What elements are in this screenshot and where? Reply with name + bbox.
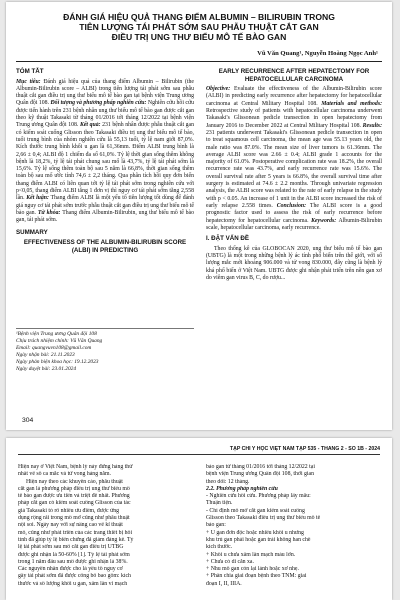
conclusion-text-en: The ALBI score is a good prognostic factor used to assess the risk of early recurrence before hepatectomy for hepatocellular carcinoma. xyxy=(206,202,382,224)
objective-label-en: Objective: xyxy=(206,86,231,93)
text-line: + Phân chia giai đoạn bệnh theo TNM: giai xyxy=(206,573,307,580)
conclusion-text-vi: Thang điểm ALBI là một yếu tố tiên lượng tốt dùng để đánh giá nguy cơ tái phát sớm trước phẫu thuật cắt gan điều trị ung thư biểu mô tế bào gan. xyxy=(16,195,194,216)
text-line: bào gan từ tháng 01/2016 tới tháng 12/2022 tại xyxy=(206,464,315,470)
text-line: khu trú gan phải hoặc gan trái không han chế xyxy=(206,536,311,543)
text-line: nội soi. Ngày nay với sự nâng cao về kĩ thuật xyxy=(18,522,123,529)
text-line: Glisson theo Takasaki điều trị ung thư biểu mô tế xyxy=(206,515,321,522)
keywords-label-en: Keywords: xyxy=(311,217,337,224)
text-line: + Chưa có di căn xa. xyxy=(206,558,254,565)
text-line: nhất về số ca mắc và tử vong hàng năm. xyxy=(18,471,111,478)
keywords-text-vi: Thang điểm Albumin-Bilirubin, ung thư biểu mô tế bào gan, tái phát sớm. xyxy=(16,209,194,224)
conclusion-label-vi: Kết luận: xyxy=(26,195,49,202)
text-line: + Nhu mô gan còn lại lành hoặc xơ nhẹ. xyxy=(206,566,299,573)
keywords-text-en: Albumin-Bilirubin scale, hepatocellular carcinoma, early recurrence. xyxy=(206,217,382,231)
objective-text-en: Evaluate the effectiveness of the Albumin-Bilirubin score (ALBI) in predicting early recurrence after hepatectomy for hepatocellular carcinoma at Central Military Hospital 108. xyxy=(206,86,382,107)
page2-left-column xyxy=(18,464,194,588)
text-line: + U gan đơn độc hoặc nhiều khối u nhưng xyxy=(206,529,304,536)
page-2 xyxy=(6,438,392,600)
footnote-affiliation: ¹Bệnh viện Trung ương Quân đội 108 xyxy=(16,331,97,337)
text-line: lệ tái phát sớm sau mổ cắt gan điều trị UTBG xyxy=(18,544,124,551)
title-line-3: ĐIỀU TRỊ UNG THƯ BIỂU MÔ TẾ BÀO GAN xyxy=(111,32,287,42)
text-line: Hiện nay theo các khuyến cáo, phẫu thuật xyxy=(26,478,123,485)
article-title xyxy=(14,12,384,42)
page-1 xyxy=(6,2,392,430)
text-line: cắt gan là phương pháp điều trị ung thư biểu mô xyxy=(18,485,130,492)
results-text-en: 231 patients underwent Takasaki's Glissonean pedicle transection in open to treat squamous cell carcinoma, the mean age was 55.13 years old, the male ratio was 87.0%. The mean size of liver tumors is 61.36mm. The average ALBI score was 2.66 ± 0.4; ALBI grade 1 accounts for the majority of 61.0%. Postoperative complication rate was 18.2%, the overall recurrence rate was 43.7%, and early recurrence rate was 15.6%. The overall survival rate after 5 years is 66.8%, the overall survival time after surgery is estimated at 74.6 ± 2.2 months. Through univariate regression analysis, the ALBI score was related to the rate of early relapse in the study with p < 0.05. An increase of 1 unit in the ALBI score increased the risk of early relapse 2.558 times. xyxy=(206,129,382,209)
abstract-vi-body xyxy=(16,79,194,225)
abstract-vi-heading: TÓM TẮT xyxy=(16,68,44,75)
keywords-label-vi: Từ khóa: xyxy=(37,209,61,216)
author-list: Vũ Văn Quang¹, Nguyễn Hoàng Ngọc Anh¹ xyxy=(257,50,378,57)
title-line-1: ĐÁNH GIÁ HIỆU QUẢ THANG ĐIỂM ALBUMIN – BILIRUBIN TRONG xyxy=(63,12,335,22)
introduction-text: Theo thống kê của GLOBOCAN 2020, ung thư biểu mô tế bào gan (UBTG) là một trong những bệnh lý ác tính phổ biến trên thế giới, với số lượng mắc mới khoảng 906.000 và tử vong 830.000, đây cũng là bệnh lý khá phổ biến ở Việt Nam. UBTG được ghi nhận phát triển trên nền gan xơ do viêm gan virus B, C, do rượu... xyxy=(206,245,382,281)
text-line: - Nghiên cứu hồi cứu. Phương pháp lấy mẫu: xyxy=(206,493,311,500)
text-line: pháp cắt gan có kiểm soát cuống Glisson của tác xyxy=(18,500,131,507)
text-line: Các nguyên nhân được cho là yếu tố nguy cơ xyxy=(18,566,123,573)
abstract-en-body xyxy=(206,86,382,232)
methods-subheading: 2.2. Phương pháp nghiên cứu xyxy=(206,485,278,492)
summary-heading: SUMMARY xyxy=(16,228,48,236)
footnote-accepted: Ngày duyệt bài: 23.01.2024 xyxy=(16,366,77,372)
footnote-reviewed: Ngày phản biện khoa học: 19.12.2023 xyxy=(16,359,99,365)
text-line: bệnh viện Trung ương Quân đội 108, thời gian xyxy=(206,471,314,478)
text-line: Thuận tiện. xyxy=(206,500,233,507)
introduction-heading: I. ĐẶT VẤN ĐỀ xyxy=(206,235,249,243)
text-line: tế bào gan được ưu tiên và triệt để nhất. Phương xyxy=(18,493,130,500)
text-line: + Khối u chưa xâm lấn mạch máu lớn. xyxy=(206,551,296,558)
results-text-vi: 231 bệnh nhân được phẫu thuật cắt gan có kiểm soát cuống Glisson theo Takasaki điều trị ung thư biểu mô tế bào, tuổi trung bình của nhóm nghiên cứu là 55,13 tuổi, tỷ lệ nam giới 87,0%. Kích thước trung bình khối u gan là 61,36mm. Điểm ALBI trung bình là 2,66 ± 0,4; ALBI độ 1 chiếm đa số 61,0%. Tỷ lệ thời gian sống thêm không bệnh là 18,2%, tỷ lệ tái phát chung sau mổ là 43,7%, tỷ lệ tái phát sớm là 15,6%. Tỷ lệ sống thêm toàn bộ sau 5 năm là 66,8%, thời gian sống thêm toàn bộ sau mổ ước tính 74,6 ± 2,2 tháng. Qua phân tích hồi quy đơn biến thang điểm ALBI có liên quan tới tỷ lệ tái phát sớm trong nghiên cứu với p<0,05, thang điểm ALBI tăng 1 đơn vị thì nguy cơ tái phát sớm tăng 2,558 lần. xyxy=(16,122,195,202)
summary-title: EFFECTIVENESS OF THE ALBUMIN-BILIRUBIN SCORE (ALBI) IN PREDICTING xyxy=(23,239,187,254)
page-number: 304 xyxy=(22,417,34,424)
results-label-en: Results: xyxy=(362,122,382,129)
results-label-vi: Kết quả: xyxy=(79,122,101,129)
text-line: dụng rộng rãi trong mổ mở cũng như phẫu thuật xyxy=(18,515,130,522)
objective-label-vi: Mục tiêu: xyxy=(16,78,41,85)
objective-text-vi: Đánh giá hiệu quả của thang điểm Albumin – Bilirubin (the Albumin-Bilirubin score – ALBI) trong tiên lượng tái phát sớm sau phẫu thuật cắt gan điều trị ung thư biểu mô tế bào gan tại bệnh viện Trung ương Quân đội 108. xyxy=(16,78,194,107)
methods-label-vi: Đối tượng và phương pháp nghiên cứu: xyxy=(50,100,147,107)
footnote-received: Ngày nhận bài: 21.11.2023 xyxy=(16,352,75,358)
text-line: mổ, cũng như phát triển của các trang thiết bị hồi xyxy=(18,529,133,536)
methods-text-vi: Nghiên cứu hồi cứu được tiến hành trên 231 bệnh nhân ung thư biểu mô tế bào gan được cắt gan theo kỹ thuật Takasaki từ tháng 01/2016 tới tháng 12/2022 tại bệnh viện Trung ương Quân đội 108. xyxy=(16,100,195,129)
text-line: được ghi nhận là 50-60% [1]. Tỷ lệ tái phát sớm xyxy=(18,551,130,558)
left-column xyxy=(16,65,194,257)
text-line: theo dõi: 12 tháng. xyxy=(206,478,250,485)
journal-header: TẠP CHÍ Y HỌC VIỆT NAM TẬP 535 - THÁNG 2 - SỐ 1B - 2024 xyxy=(18,446,380,455)
text-line: trong 1 năm đầu sau mổ được ghi nhận là 38%. xyxy=(18,558,128,565)
methods-label-en: Materials and methods: xyxy=(321,100,383,107)
text-line: - Chỉ định mổ mở cắt gan kiểm soát cuống xyxy=(206,507,305,514)
footnotes xyxy=(16,328,194,373)
text-line: gây tái phát sớm đã được công bố bao gồm: kích xyxy=(18,573,131,580)
text-line: bào gan: xyxy=(206,522,226,529)
title-divider xyxy=(16,61,382,62)
abstract-en-heading: EARLY RECURRENCE AFTER HEPATECTOMY FOR HEPATOCELLULAR CARCINOMA xyxy=(218,68,370,83)
title-line-2: TIÊN LƯỢNG TÁI PHÁT SỚM SAU PHẪU THUẬT CẮT GAN xyxy=(79,22,319,32)
text-line: tỉnh đã giúp tỷ lệ biến chứng đã giảm đáng kể. Tỷ xyxy=(18,536,134,543)
text-line: kích thước. xyxy=(206,544,233,551)
page2-right-column xyxy=(206,464,382,588)
right-column xyxy=(206,65,382,283)
text-line: Hiện nay ở Việt Nam, bệnh lý này đứng hàng thứ xyxy=(18,464,133,470)
footnote-email: Email: quangvuvn108@gmail.com xyxy=(16,345,92,351)
text-line: thước và số lượng khối u gan, xâm lấn vi mạch xyxy=(18,580,128,587)
conclusion-label-en: Conclusion: xyxy=(276,202,307,209)
text-line: giả Takasaki tỏ rõ nhiều ưu điểm, được ứng xyxy=(18,507,120,514)
methods-text-en: Retrospective study of patients with hepatocellular carcinoma underwent Takasaki's Glissonean pedicle transection in open hepatectomy from January 2016 to December 2022 at Central Military Hospital 108. xyxy=(206,108,382,129)
footnote-corresponding: Chịu trách nhiệm chính: Vũ Văn Quang xyxy=(16,338,103,344)
text-line: đoạn I, II, IIIA. xyxy=(206,580,242,587)
